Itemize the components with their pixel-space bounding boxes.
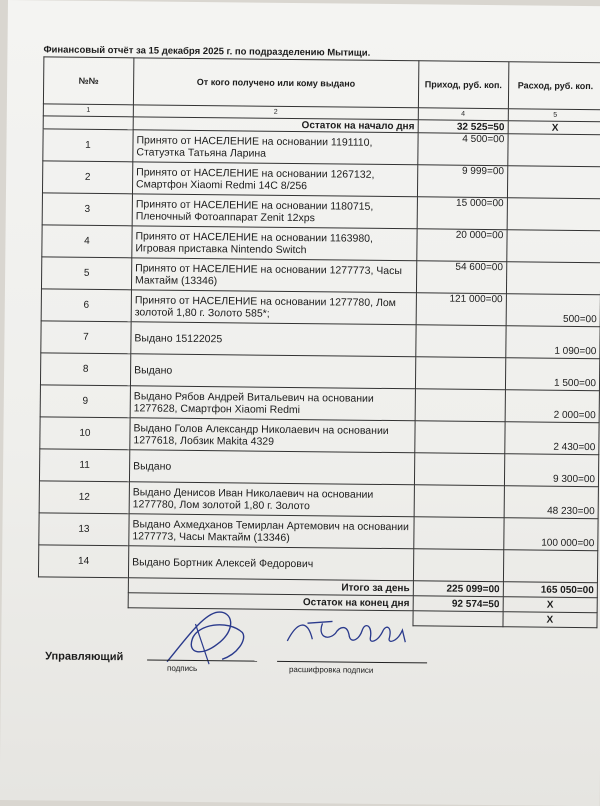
row-number: 9	[40, 385, 130, 418]
row-number: 4	[42, 225, 132, 258]
row-number: 14	[38, 545, 128, 578]
total-income: 225 099=00	[413, 581, 503, 597]
row-income	[416, 325, 506, 358]
row-expense: 9 300=00	[504, 454, 599, 487]
col-number-2: 2	[133, 105, 418, 120]
row-expense: 500=00	[506, 294, 600, 327]
row-description: Выдано Голов Александр Николаевич на основании 1277618, Лобзик Makita 4329	[130, 418, 415, 453]
row-number: 3	[42, 193, 132, 226]
signature-caption: подпись	[166, 663, 198, 674]
signature-block	[37, 630, 598, 696]
row-income: 121 000=00	[416, 293, 506, 326]
row-description: Принято от НАСЕЛЕНИЕ на основании 1267132, Смартфон Xiaomi Redmi 14C 8/256	[132, 162, 417, 197]
row-expense: 1 500=00	[505, 358, 600, 391]
row-income	[415, 389, 505, 422]
row-expense	[507, 230, 600, 263]
row-number: 8	[40, 353, 130, 386]
row-description: Выдано	[130, 354, 415, 389]
handwritten-signature	[147, 603, 258, 674]
closing-expense: X	[503, 612, 597, 628]
header-from-to: От кого получено или кому выдано	[133, 58, 418, 108]
opening-label: Остаток на начало дня	[133, 117, 418, 133]
header-income: Приход, руб. коп.	[418, 61, 508, 109]
col-number-5: 5	[508, 109, 600, 122]
row-income	[414, 485, 504, 518]
row-expense	[503, 550, 598, 583]
row-description: Принято от НАСЕЛЕНИЕ на основании 1163980, Игровая приставка Nintendo Switch	[132, 226, 417, 261]
row-expense: 2 000=00	[505, 390, 600, 423]
row-expense	[507, 166, 600, 199]
row-income: 4 500=00	[418, 133, 508, 166]
row-expense	[506, 262, 600, 295]
row-description: Принято от НАСЕЛЕНИЕ на основании 1180715, Пленочный Фотоаппарат Zenit 12xps	[132, 194, 417, 229]
row-expense: 48 230=00	[504, 486, 599, 519]
row-number: 2	[42, 161, 132, 194]
row-income	[413, 549, 503, 582]
signature-role: Управляющий	[45, 650, 124, 664]
closing-income: 92 574=50	[413, 596, 503, 612]
closing-label: Остаток на конец дня	[128, 593, 413, 611]
row-description: Выдано Ахмедханов Темирлан Артемович на основании 1277773, Часы Мактайм (13346)	[129, 514, 414, 549]
header-expense: Расход, руб. коп.	[508, 62, 600, 110]
row-number: 6	[41, 289, 131, 322]
opening-expense: X	[508, 121, 600, 135]
row-expense: 1 090=00	[506, 326, 600, 359]
row-description: Принято от НАСЕЛЕНИЕ на основании 1277780, Лом золотой 1,80 г. Золото 585*;	[131, 290, 416, 325]
row-number: 10	[40, 417, 130, 450]
row-expense: 100 000=00	[504, 518, 599, 551]
row-description: Принято от НАСЕЛЕНИЕ на основании 1277773, Часы Мактайм (13346)	[131, 258, 416, 293]
decode-caption: расшифровка подписи	[288, 664, 374, 675]
row-description: Выдано	[129, 450, 414, 485]
row-income: 20 000=00	[417, 229, 507, 262]
handwritten-name	[277, 611, 427, 653]
decode-line	[277, 661, 427, 664]
opening-income: 32 525=50	[418, 120, 508, 134]
total-expense: 165 050=00	[503, 582, 597, 598]
row-income: 15 000=00	[417, 197, 507, 230]
row-description: Принято от НАСЕЛЕНИЕ на основании 1191110, Статуэтка Татьяна Ларина	[133, 130, 418, 165]
row-description: Выдано Рябов Андрей Витальевич на основании 1277628, Смартфон Xiaomi Redmi	[130, 386, 415, 421]
col-number-4: 4	[418, 108, 508, 121]
row-description: Выдано Бортник Алексей Федорович	[128, 546, 413, 581]
col-number-1: 1	[43, 104, 133, 117]
row-expense	[507, 198, 600, 231]
row-income: 9 999=00	[417, 165, 507, 198]
header-num: №№	[43, 57, 133, 105]
row-income: 54 600=00	[416, 261, 506, 294]
row-expense: 2 430=00	[505, 422, 600, 455]
row-number: 13	[39, 513, 129, 546]
row-income	[415, 357, 505, 390]
row-description: Выдано Денисов Иван Николаевич на основании 1277780, Лом золотой 1,80 г. Золото	[129, 482, 414, 517]
row-number: 12	[39, 481, 129, 514]
row-expense	[508, 134, 600, 167]
row-number: 7	[41, 321, 131, 354]
total-x-mark: X	[503, 597, 597, 613]
total-label: Итого за день	[128, 578, 413, 596]
row-number: 11	[39, 449, 129, 482]
row-number: 1	[43, 129, 133, 162]
row-income	[414, 517, 504, 550]
row-number: 5	[41, 257, 131, 290]
row-income	[415, 421, 505, 454]
row-income	[414, 453, 504, 486]
report-title: Финансовый отчёт за 15 декабря 2025 г. по подразделению Мытищи.	[43, 44, 371, 59]
report-table	[37, 56, 600, 628]
row-description: Выдано 15122025	[131, 322, 416, 357]
